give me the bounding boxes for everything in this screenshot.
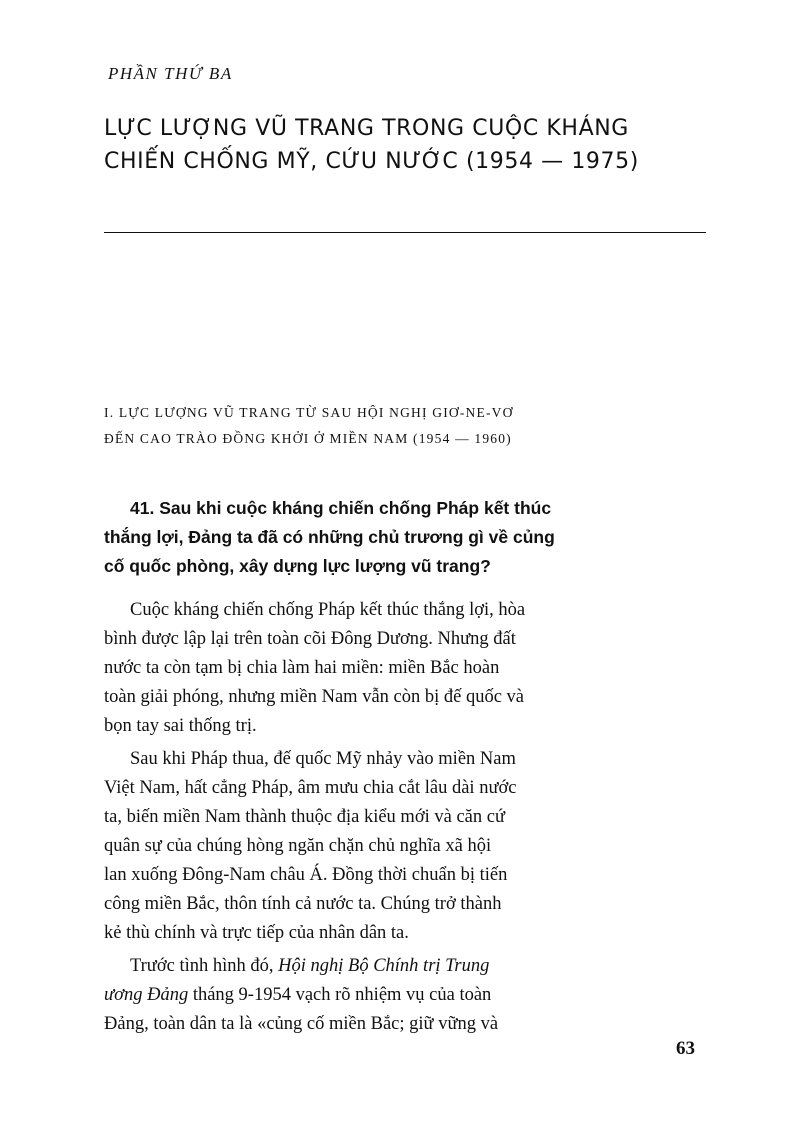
emphasis-text: ương Đảng: [104, 985, 189, 1005]
question-line-1: 41. Sau khi cuộc kháng chiến chống Pháp kết thúc: [130, 498, 552, 518]
paragraph-line: Sau khi Pháp thua, đế quốc Mỹ nhảy vào miền Nam: [130, 749, 516, 769]
paragraph-line: toàn giải phóng, nhưng miền Nam vẫn còn bị đế quốc và: [104, 687, 525, 707]
paragraph-line: bọn tay sai thống trị.: [104, 716, 257, 736]
paragraph-line: bình được lập lại trên toàn cõi Đông Dương. Nhưng đất: [104, 629, 516, 649]
title-divider: [104, 232, 706, 233]
part-title: [104, 112, 724, 178]
question-line-3: cố quốc phòng, xây dựng lực lượng vũ trang?: [104, 556, 491, 576]
paragraph-line: Đảng, toàn dân ta là «củng cố miền Bắc; giữ vững và: [104, 1014, 499, 1034]
paragraph-line: công miền Bắc, thôn tính cả nước ta. Chúng trở thành: [104, 894, 502, 914]
paragraph-line: lan xuống Đông-Nam châu Á. Đồng thời chuẩn bị tiến: [104, 865, 508, 885]
body-text: [104, 596, 706, 1043]
question-41: [104, 494, 706, 581]
paragraph-1: [104, 596, 706, 741]
section-heading: [104, 400, 724, 452]
paragraph-line: Cuộc kháng chiến chống Pháp kết thúc thắng lợi, hòa: [130, 600, 526, 620]
paragraph-line: nước ta còn tạm bị chia làm hai miền: miền Bắc hoàn: [104, 658, 500, 678]
paragraph-line: quân sự của chúng hòng ngăn chặn chủ nghĩa xã hội: [104, 836, 492, 856]
paragraph-2: [104, 745, 706, 948]
paragraph-text: Trước tình hình đó,: [130, 956, 279, 976]
paragraph-line: [104, 981, 706, 1010]
paragraph-line: [104, 952, 706, 981]
emphasis-text: Hội nghị Bộ Chính trị Trung: [278, 956, 490, 976]
page-number: 63: [676, 1038, 695, 1059]
part-title-line-1: LỰC LƯỢNG VŨ TRANG TRONG CUỘC KHÁNG: [104, 116, 629, 141]
paragraph-3: [104, 952, 706, 1039]
paragraph-text: tháng 9-1954 vạch rõ nhiệm vụ của toàn: [188, 985, 492, 1005]
section-heading-line-2: ĐẾN CAO TRÀO ĐỒNG KHỞI Ở MIỀN NAM (1954 — 1960): [104, 431, 512, 446]
part-label: PHẦN THỨ BA: [108, 64, 233, 83]
paragraph-line: ta, biến miền Nam thành thuộc địa kiểu mới và căn cứ: [104, 807, 505, 827]
section-heading-line-1: I. LỰC LƯỢNG VŨ TRANG TỪ SAU HỘI NGHỊ GIƠ-NE-VƠ: [104, 405, 514, 420]
paragraph-line: kẻ thù chính và trực tiếp của nhân dân ta.: [104, 923, 409, 943]
paragraph-line: Việt Nam, hất cẳng Pháp, âm mưu chia cắt lâu dài nước: [104, 778, 517, 798]
question-line-2: thắng lợi, Đảng ta đã có những chủ trương gì về củng: [104, 527, 555, 547]
part-title-line-2: CHIẾN CHỐNG MỸ, CỨU NƯỚC (1954 — 1975): [104, 149, 639, 174]
